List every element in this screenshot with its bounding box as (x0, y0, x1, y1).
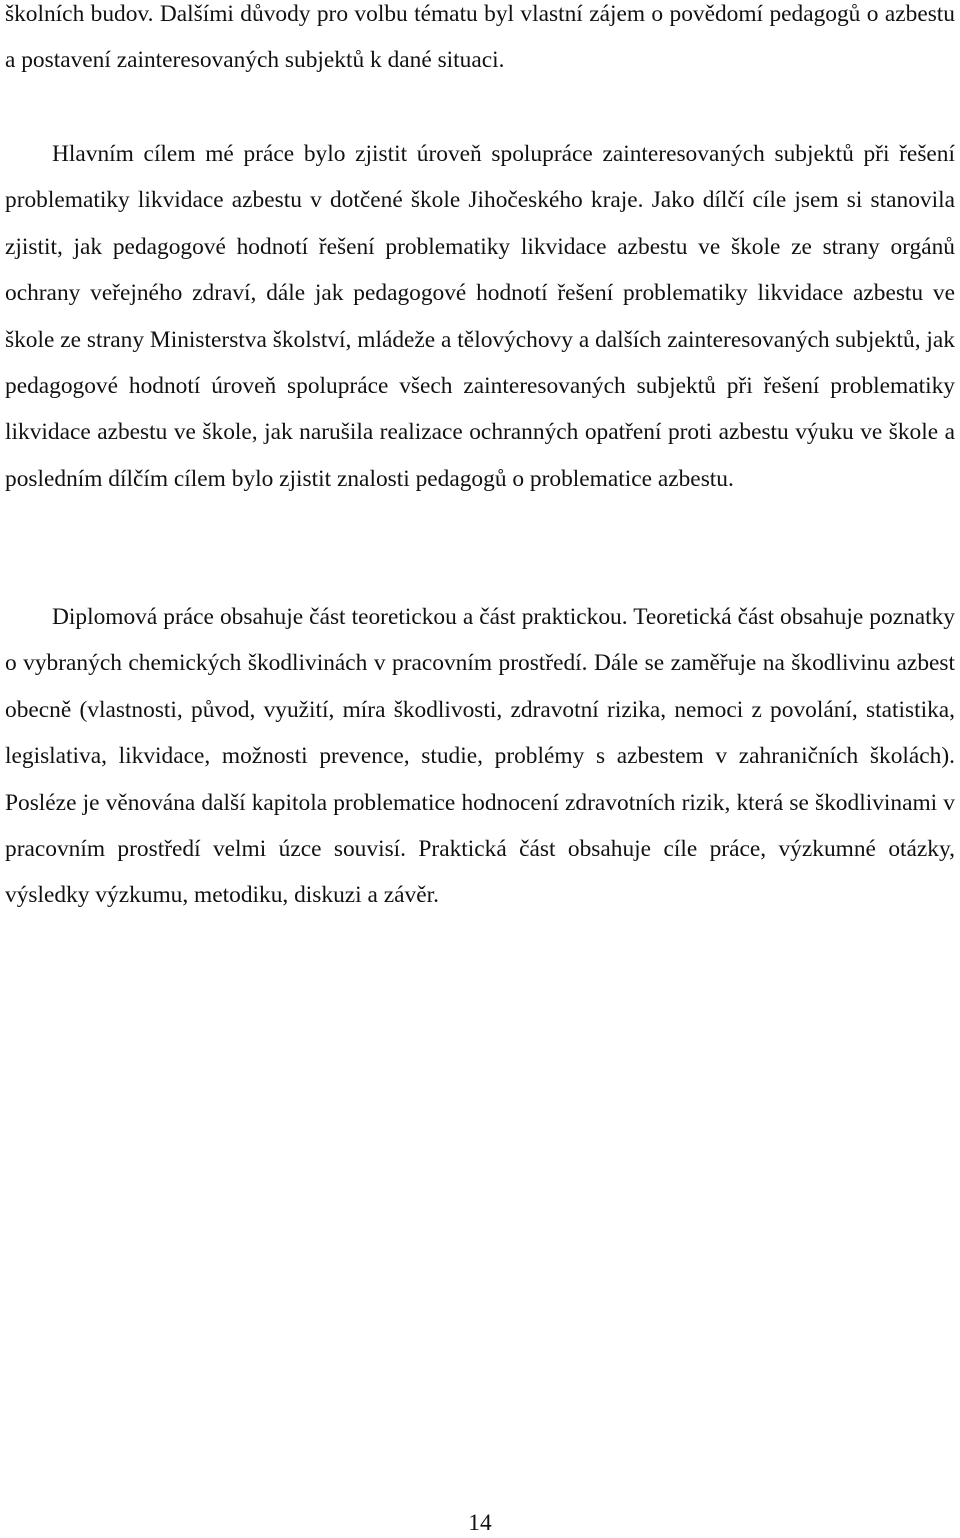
page-number: 14 (468, 1510, 492, 1536)
paragraph-structure: Diplomová práce obsahuje část teoretickou a část praktickou. Teoretická část obsahuje poznatky o vybraných chemických škodlivinách v pracovním prostředí. Dále se zaměřuje na škodlivinu azbest obecně (vlastnosti, původ, využití, míra škodlivosti, zdravotní rizika, nemoci z povolání, statistika, legislativa, likvidace, možnosti prevence, studie, problémy s azbestem v zahraničních školách). Posléze je věnována další kapitola problematice hodnocení zdravotních rizik, která se škodlivinami v pracovním prostředí velmi úzce souvisí. Praktická část obsahuje cíle práce, výzkumné otázky, výsledky výzkumu, metodiku, diskuzi a závěr. (5, 604, 955, 909)
paragraph-aims: Hlavním cílem mé práce bylo zjistit úroveň spolupráce zainteresovaných subjektů při řešení problematiky likvidace azbestu v dotčené škole Jihočeského kraje. Jako dílčí cíle jsem si stanovila zjistit, jak pedagogové hodnotí řešení problematiky likvidace azbestu ve škole ze strany orgánů ochrany veřejného zdraví, dále jak pedagogové hodnotí řešení problematiky likvidace azbestu ve škole ze strany Ministerstva školství, mládeže a tělovýchovy a dalších zainteresovaných subjektů, jak pedagogové hodnotí úroveň spolupráce všech zainteresovaných subjektů při řešení problematiky likvidace azbestu ve škole, jak narušila realizace ochranných opatření proti azbestu výuku ve škole a posledním dílčím cílem bylo zjistit znalosti pedagogů o problematice azbestu. (5, 141, 955, 492)
paragraph-continuation: školních budov. Dalšími důvody pro volbu tématu byl vlastní zájem o povědomí pedagogů o azbestu a postavení zainteresovaných subjektů k dané situaci. (5, 1, 955, 74)
document-page (5, 0, 955, 1536)
